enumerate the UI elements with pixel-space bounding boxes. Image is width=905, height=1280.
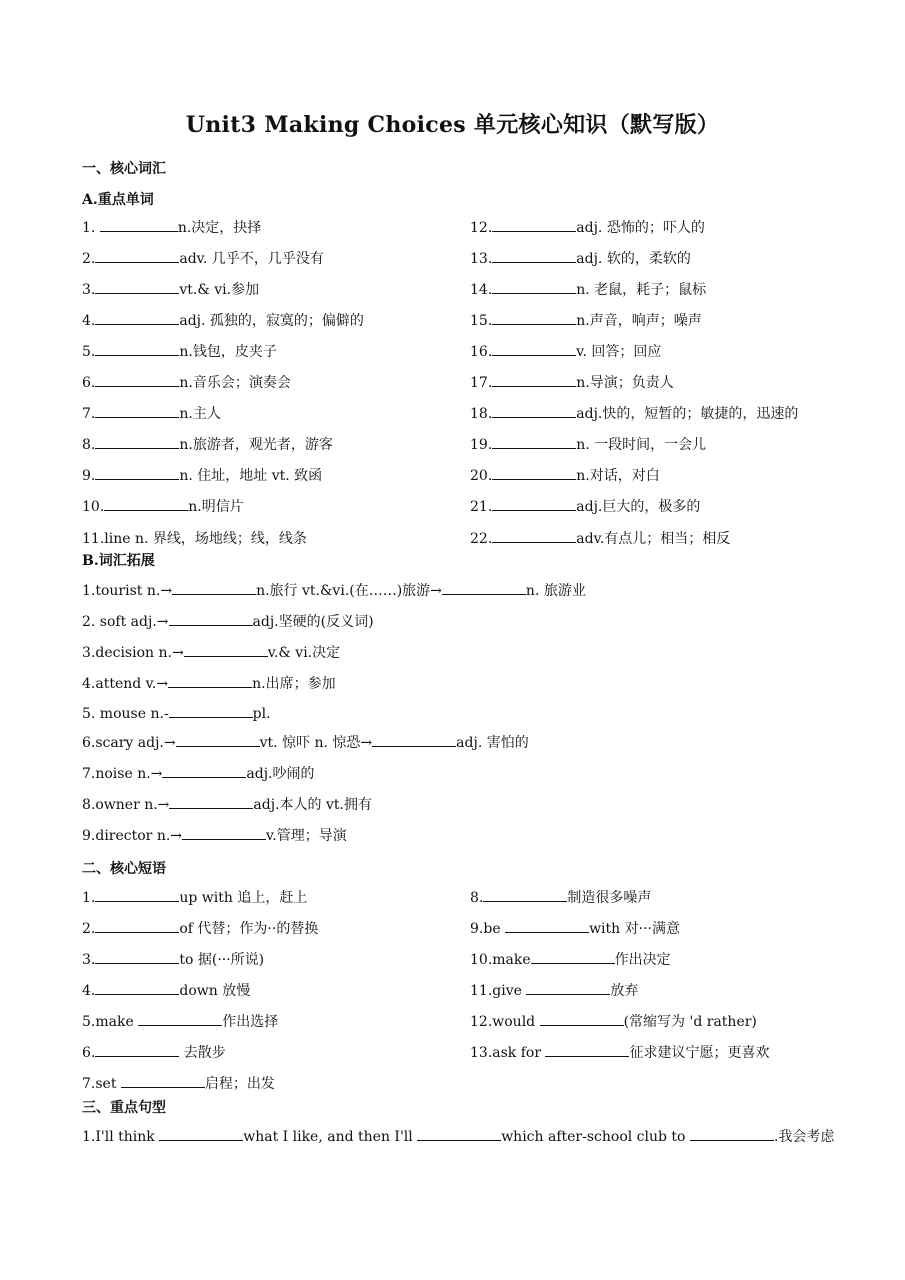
item-number: 12.would: [470, 1014, 540, 1030]
expansion-stem: 7.noise n.→: [82, 766, 163, 782]
expansion-item: [82, 765, 315, 783]
word-item: [470, 498, 700, 516]
item-meaning: adj. 恐怖的；吓人的: [576, 220, 705, 236]
expansion-hint: v.& vi.决定: [267, 645, 341, 661]
item-meaning: n. 一段时间，一会儿: [576, 437, 707, 453]
word-item: [82, 405, 221, 423]
expansion-item: [82, 796, 372, 814]
fill-blank[interactable]: [690, 1128, 774, 1141]
fill-blank[interactable]: [442, 582, 526, 595]
phrase-item: [82, 1044, 226, 1062]
item-meaning: n.对话，对白: [576, 468, 660, 484]
expansion-hint: adj.吵闹的: [246, 766, 315, 782]
item-meaning: adj. 软的，柔软的: [576, 251, 691, 267]
item-number: 19.: [470, 437, 493, 453]
item-number: 5.make: [82, 1014, 139, 1030]
word-item: [470, 312, 702, 330]
item-meaning: 作出选择: [222, 1014, 279, 1030]
phrase-item: [82, 1075, 275, 1093]
phrase-item: [470, 1013, 757, 1031]
fill-blank[interactable]: [95, 312, 179, 325]
fill-blank[interactable]: [138, 1013, 222, 1026]
item-meaning: n.旅游者，观光者，游客: [179, 437, 333, 453]
word-item-line: 11.line n. 界线，场地线；线，线条: [82, 531, 307, 547]
fill-blank[interactable]: [95, 920, 179, 933]
fill-blank[interactable]: [169, 613, 253, 626]
item-number: 22.: [470, 531, 493, 547]
item-meaning: vt.& vi.参加: [179, 282, 260, 298]
item-meaning: n.主人: [179, 406, 221, 422]
item-number: 11.give: [470, 983, 527, 999]
expansion-stem: 8.owner n.→: [82, 797, 170, 813]
item-number: 4.: [82, 983, 96, 999]
fill-blank[interactable]: [169, 796, 253, 809]
item-meaning: n.钱包，皮夹子: [179, 344, 277, 360]
item-meaning: adv. 几乎不，几乎没有: [179, 251, 324, 267]
section-heading-sentence-patterns: 三、重点句型: [82, 1100, 166, 1116]
phrase-item: [470, 920, 680, 938]
fill-blank[interactable]: [492, 405, 576, 418]
item-number: 4.: [82, 313, 96, 329]
fill-blank[interactable]: [417, 1128, 501, 1141]
expansion-hint: n.出席；参加: [252, 676, 336, 692]
word-item: [470, 343, 661, 361]
item-meaning: 放弃: [610, 983, 639, 999]
item-meaning: v. 回答；回应: [576, 344, 662, 360]
item-number: 16.: [470, 344, 493, 360]
expansion-stem: 9.director n.→: [82, 828, 183, 844]
fill-blank[interactable]: [169, 705, 253, 718]
item-number: 13.ask for: [470, 1045, 546, 1061]
item-number: 3.: [82, 282, 96, 298]
word-item: [82, 436, 333, 454]
sentence-part: what I like, and then I'll: [243, 1129, 418, 1145]
fill-blank[interactable]: [492, 530, 576, 543]
item-number: 14.: [470, 282, 493, 298]
item-number: 21.: [470, 499, 493, 515]
section-heading-phrases: 二、核心短语: [82, 861, 166, 877]
item-number: 13.: [470, 251, 493, 267]
fill-blank[interactable]: [95, 281, 179, 294]
fill-blank[interactable]: [95, 889, 179, 902]
expansion-stem: 2. soft adj.→: [82, 614, 169, 630]
expansion-item: [82, 613, 374, 631]
fill-blank[interactable]: [492, 498, 576, 511]
fill-blank[interactable]: [492, 374, 576, 387]
expansion-hint: vt. 惊吓 n. 惊恐→: [259, 735, 373, 751]
fill-blank[interactable]: [372, 734, 456, 747]
item-number: 9.be: [470, 921, 506, 937]
expansion-hint: pl.: [252, 706, 271, 722]
fill-blank[interactable]: [104, 498, 188, 511]
fill-blank[interactable]: [492, 281, 576, 294]
word-item: [82, 250, 324, 268]
item-number: 5.: [82, 344, 96, 360]
item-meaning: (常缩写为 'd rather): [623, 1014, 757, 1030]
word-item: [470, 374, 674, 392]
item-meaning: of 代替；作为··的替换: [179, 921, 319, 937]
phrase-item: [470, 889, 651, 907]
fill-blank[interactable]: [483, 889, 567, 902]
fill-blank[interactable]: [545, 1044, 629, 1057]
fill-blank[interactable]: [526, 982, 610, 995]
fill-blank[interactable]: [168, 675, 252, 688]
word-item: [470, 405, 798, 423]
sentence-item: [82, 1128, 834, 1146]
word-item: [82, 498, 244, 516]
fill-blank[interactable]: [95, 1044, 179, 1057]
expansion-item: [82, 734, 529, 752]
item-number: 6.: [82, 375, 96, 391]
fill-blank[interactable]: [159, 1128, 243, 1141]
item-number: 1.: [82, 890, 96, 906]
fill-blank[interactable]: [492, 436, 576, 449]
fill-blank[interactable]: [176, 734, 260, 747]
expansion-item: [82, 827, 347, 845]
item-meaning: 制造很多噪声: [567, 890, 652, 906]
fill-blank[interactable]: [95, 343, 179, 356]
item-number: 20.: [470, 468, 493, 484]
word-item: [470, 436, 706, 454]
fill-blank[interactable]: [540, 1013, 624, 1026]
fill-blank[interactable]: [95, 951, 179, 964]
item-meaning: n. 住址，地址 vt. 致函: [179, 468, 323, 484]
expansion-stem: 3.decision n.→: [82, 645, 184, 661]
word-item: [82, 312, 364, 330]
fill-blank[interactable]: [505, 920, 589, 933]
item-meaning: 作出决定: [614, 952, 671, 968]
sentence-part: which after-school club to: [501, 1129, 690, 1145]
item-meaning: 去散步: [179, 1045, 226, 1061]
phrase-item: [82, 920, 318, 938]
subheading-key-words: A.重点单词: [82, 192, 154, 208]
item-meaning: adv.有点儿；相当；相反: [576, 531, 731, 547]
expansion-item: [82, 675, 336, 693]
word-item: [470, 530, 730, 548]
page-title: Unit3 Making Choices 单元核心知识（默写版）: [185, 112, 720, 138]
expansion-hint: adj. 害怕的: [456, 735, 529, 751]
item-number: 2.: [82, 921, 96, 937]
fill-blank[interactable]: [492, 343, 576, 356]
phrase-item: [82, 1013, 278, 1031]
fill-blank[interactable]: [95, 467, 179, 480]
expansion-hint: v.管理；导演: [266, 828, 347, 844]
fill-blank[interactable]: [492, 312, 576, 325]
word-item: [82, 374, 291, 392]
fill-blank[interactable]: [95, 405, 179, 418]
word-item: [470, 467, 660, 485]
fill-blank[interactable]: [121, 1075, 205, 1088]
expansion-hint: adj.本人的 vt.拥有: [253, 797, 372, 813]
word-item: [470, 219, 705, 237]
fill-blank[interactable]: [95, 374, 179, 387]
item-meaning: down 放慢: [179, 983, 251, 999]
expansion-item: [82, 582, 586, 600]
expansion-hint: adj.坚硬的(反义词): [252, 614, 374, 630]
fill-blank[interactable]: [182, 827, 266, 840]
item-number: 8.: [470, 890, 484, 906]
fill-blank[interactable]: [492, 250, 576, 263]
item-number: 15.: [470, 313, 493, 329]
word-item: [470, 281, 706, 299]
item-meaning: adj.巨大的，极多的: [576, 499, 701, 515]
item-meaning: n.决定，抉择: [177, 220, 262, 236]
item-number: 17.: [470, 375, 493, 391]
item-meaning: to 据(···所说): [179, 952, 265, 968]
fill-blank[interactable]: [100, 219, 178, 232]
item-meaning: 征求建议宁愿；更喜欢: [629, 1045, 770, 1061]
expansion-stem: 5. mouse n.-: [82, 706, 169, 722]
item-meaning: n.声音，响声；噪声: [576, 313, 702, 329]
item-number: 18.: [470, 406, 493, 422]
expansion-stem: 6.scary adj.→: [82, 735, 176, 751]
section-heading-vocabulary: 一、核心词汇: [82, 161, 166, 177]
phrase-item: [82, 982, 250, 1000]
item-meaning: n. 老鼠，耗子；鼠标: [576, 282, 707, 298]
sentence-part: .我会考虑: [773, 1129, 835, 1145]
word-item: [470, 250, 691, 268]
expansion-stem: 4.attend v.→: [82, 676, 169, 692]
item-meaning: n.明信片: [188, 499, 244, 515]
item-meaning: 启程；出发: [204, 1076, 275, 1092]
item-meaning: adj.快的，短暂的；敏捷的，迅速的: [576, 406, 799, 422]
item-number: 7.set: [82, 1076, 121, 1092]
item-number: 1.: [82, 220, 100, 236]
fill-blank[interactable]: [172, 582, 256, 595]
expansion-hint: n.旅行 vt.&vi.(在……)旅游→: [256, 583, 442, 599]
word-item: [82, 219, 261, 237]
phrase-item: [82, 889, 307, 907]
item-number: 6.: [82, 1045, 96, 1061]
item-number: 9.: [82, 468, 96, 484]
item-number: 10.: [82, 499, 105, 515]
item-meaning: n.音乐会；演奏会: [179, 375, 291, 391]
item-meaning: adj. 孤独的，寂寞的；偏僻的: [179, 313, 364, 329]
expansion-item: [82, 644, 340, 662]
expansion-stem: 1.tourist n.→: [82, 583, 173, 599]
fill-blank[interactable]: [184, 644, 268, 657]
fill-blank[interactable]: [492, 467, 576, 480]
fill-blank[interactable]: [492, 219, 576, 232]
fill-blank[interactable]: [95, 436, 179, 449]
item-number: 2.: [82, 251, 96, 267]
fill-blank[interactable]: [95, 982, 179, 995]
word-item: [82, 467, 322, 485]
sentence-part: 1.I'll think: [82, 1129, 160, 1145]
item-number: 8.: [82, 437, 96, 453]
phrase-item: [470, 1044, 769, 1062]
fill-blank[interactable]: [162, 765, 246, 778]
item-number: 12.: [470, 220, 493, 236]
fill-blank[interactable]: [531, 951, 615, 964]
item-number: 10.make: [470, 952, 531, 968]
item-number: 7.: [82, 406, 96, 422]
item-meaning: with 对···满意: [589, 921, 680, 937]
phrase-item: [470, 982, 638, 1000]
subheading-vocabulary-expansion: B.词汇拓展: [82, 553, 155, 569]
phrase-item: [82, 951, 264, 969]
expansion-item: [82, 705, 271, 723]
item-number: 3.: [82, 952, 96, 968]
phrase-item: [470, 951, 671, 969]
fill-blank[interactable]: [95, 250, 179, 263]
item-meaning: up with 追上，赶上: [179, 890, 308, 906]
word-item: [82, 343, 277, 361]
expansion-hint: n. 旅游业: [525, 583, 586, 599]
item-meaning: n.导演；负责人: [576, 375, 674, 391]
word-item: [82, 281, 259, 299]
